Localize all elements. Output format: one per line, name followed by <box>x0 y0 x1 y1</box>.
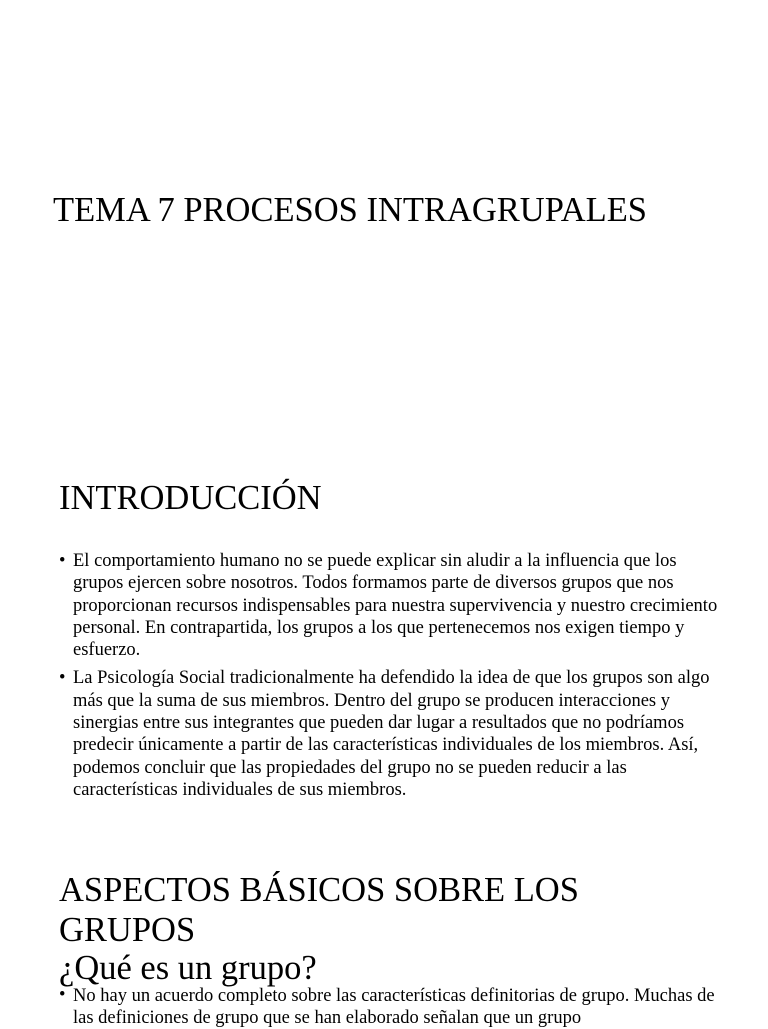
list-item <box>59 667 719 801</box>
slide-title: TEMA 7 PROCESOS INTRAGRUPALES <box>53 191 647 229</box>
bullet-icon: • <box>59 551 66 571</box>
bullet-text: El comportamiento humano no se puede explicar sin aludir a la influencia que los grupos ejercen sobre nosotros. Todos formamos parte de diversos grupos que nos proporcionan recursos indispensables para nuestra supervivencia y nuestro crecimiento personal. En contrapartida, los grupos a los que pertenecemos nos exigen tiempo y esfuerzo. <box>73 551 718 661</box>
introduccion-bullet-list <box>59 550 719 807</box>
bullet-text: La Psicología Social tradicionalmente ha defendido la idea de que los grupos son algo más que la suma de sus miembros. Dentro del grupo se producen interacciones y sinergias entre sus integrantes que pueden dar lugar a resultados que no podríamos predecir únicamente a partir de las características individuales de los miembros. Así, podemos concluir que las propiedades del grupo no se pueden reducir a las características individuales de sus miembros. <box>73 668 710 800</box>
list-item <box>59 985 719 1029</box>
subheading-que-es-un-grupo: ¿Qué es un grupo? <box>59 949 317 987</box>
section-heading-introduccion: INTRODUCCIÓN <box>59 479 322 517</box>
aspectos-bullet-list <box>59 985 719 1029</box>
section-heading-aspectos: ASPECTOS BÁSICOS SOBRE LOS GRUPOS <box>59 871 579 949</box>
bullet-icon: • <box>59 985 66 1005</box>
bullet-text: No hay un acuerdo completo sobre las características definitorias de grupo. Muchas de las definiciones de grupo que se han elaborado señalan que un grupo <box>73 986 715 1028</box>
list-item <box>59 550 719 661</box>
bullet-icon: • <box>59 668 66 689</box>
